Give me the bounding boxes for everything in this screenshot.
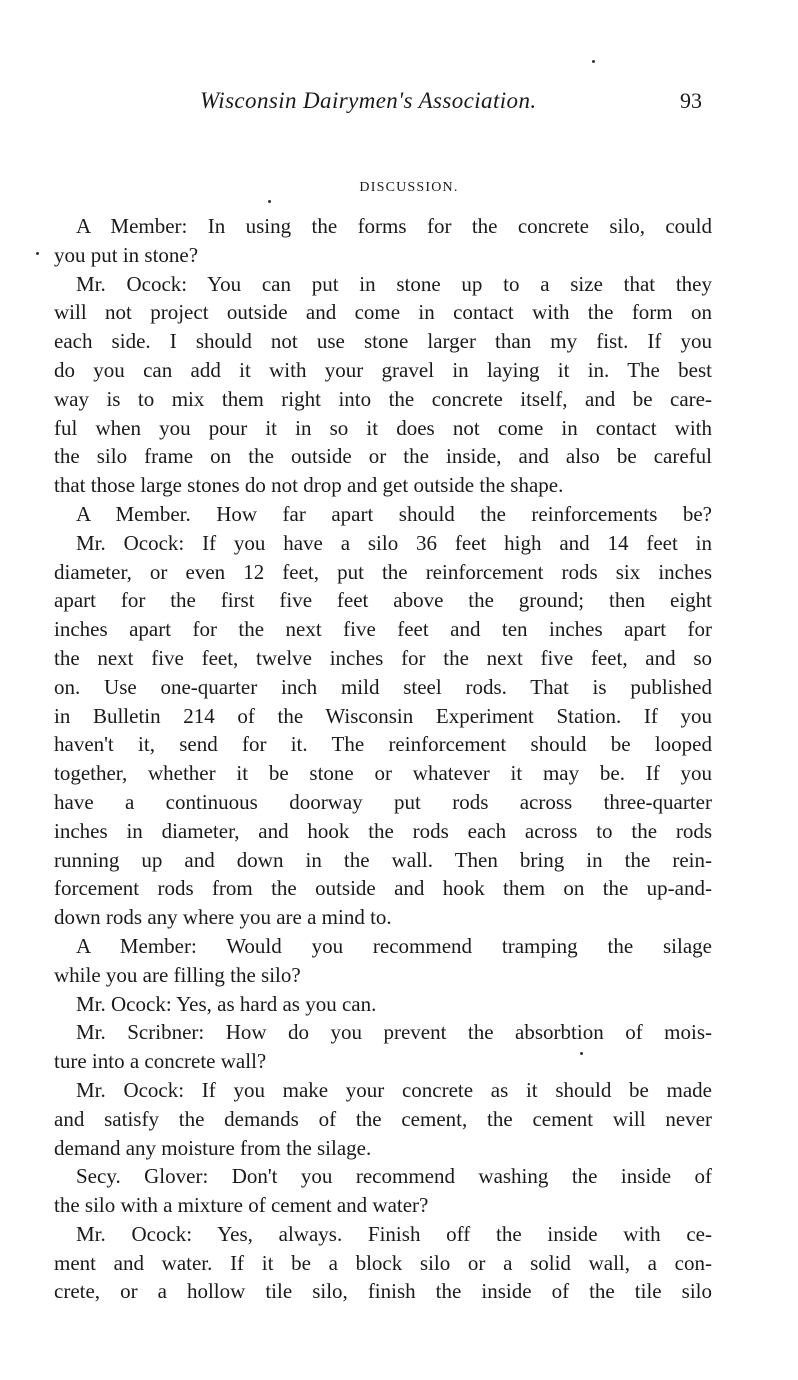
text-line: ful when you pour it in so it does not come in contact with	[54, 415, 712, 440]
text-line: do you can add it with your gravel in laying it in. The best	[54, 357, 712, 382]
text-line: crete, or a hollow tile silo, finish the inside of the tile silo	[54, 1279, 712, 1304]
text-line: that those large stones do not drop and get outside the shape.	[54, 473, 564, 498]
running-head-title: Wisconsin Dairymen's Association.	[200, 88, 537, 113]
text-line: forcement rods from the outside and hook them on the up-and-	[54, 876, 712, 901]
text-line: Secy. Glover: Don't you recommend washing the inside of	[76, 1164, 712, 1189]
text-line: Mr. Ocock: Yes, always. Finish off the inside with ce-	[76, 1221, 712, 1246]
text-line: will not project outside and come in contact with the form on	[54, 300, 712, 325]
text-line: the silo frame on the outside or the inside, and also be careful	[54, 444, 712, 469]
text-line: Mr. Ocock: If you make your concrete as it should be made	[76, 1077, 712, 1102]
text-line: while you are filling the silo?	[54, 962, 301, 987]
text-line: A Member: Would you recommend tramping the silage	[76, 933, 712, 958]
text-line: haven't it, send for it. The reinforcement should be looped	[54, 732, 712, 757]
text-line: together, whether it be stone or whatever it may be. If you	[54, 761, 712, 786]
text-line: have a continuous doorway put rods across three-quarter	[54, 789, 712, 814]
page-number: 93	[680, 88, 702, 113]
text-line: and satisfy the demands of the cement, the cement will never	[54, 1106, 712, 1131]
text-line: on. Use one-quarter inch mild steel rods. That is published	[54, 674, 712, 699]
section-heading: DISCUSSION.	[359, 180, 459, 195]
text-line: ment and water. If it be a block silo or a solid wall, a con-	[54, 1250, 712, 1275]
text-line: running up and down in the wall. Then bring in the rein-	[54, 847, 712, 872]
text-line: inches in diameter, and hook the rods each across to the rods	[54, 818, 712, 843]
text-line: Mr. Ocock: Yes, as hard as you can.	[76, 991, 377, 1016]
text-line: A Member. How far apart should the reinforcements be?	[76, 501, 712, 526]
scan-speck	[592, 60, 595, 63]
text-line: way is to mix them right into the concrete itself, and be care-	[54, 386, 712, 411]
text-line: the silo with a mixture of cement and water?	[54, 1193, 429, 1218]
text-line: the next five feet, twelve inches for the next five feet, and so	[54, 645, 712, 670]
scan-speck	[36, 252, 39, 255]
text-line: inches apart for the next five feet and ten inches apart for	[54, 617, 712, 642]
text-line: Mr. Ocock: You can put in stone up to a size that they	[76, 271, 712, 296]
text-line: ture into a concrete wall?	[54, 1049, 267, 1074]
text-line: apart for the first five feet above the ground; then eight	[54, 588, 712, 613]
body-text	[54, 212, 712, 1306]
text-line: Mr. Ocock: If you have a silo 36 feet high and 14 feet in	[76, 530, 712, 555]
text-line: down rods any where you are a mind to.	[54, 905, 392, 930]
scan-speck	[580, 1052, 583, 1055]
scan-speck	[268, 200, 271, 203]
text-line: A Member: In using the forms for the concrete silo, could	[76, 214, 712, 238]
text-line: diameter, or even 12 feet, put the reinforcement rods six inches	[54, 559, 712, 584]
text-line: each side. I should not use stone larger than my fist. If you	[54, 329, 712, 354]
text-line: demand any moisture from the silage.	[54, 1135, 372, 1160]
text-line: you put in stone?	[54, 242, 199, 267]
text-line: Mr. Scribner: How do you prevent the absorbtion of mois-	[76, 1020, 712, 1045]
text-line: in Bulletin 214 of the Wisconsin Experiment Station. If you	[54, 703, 712, 728]
